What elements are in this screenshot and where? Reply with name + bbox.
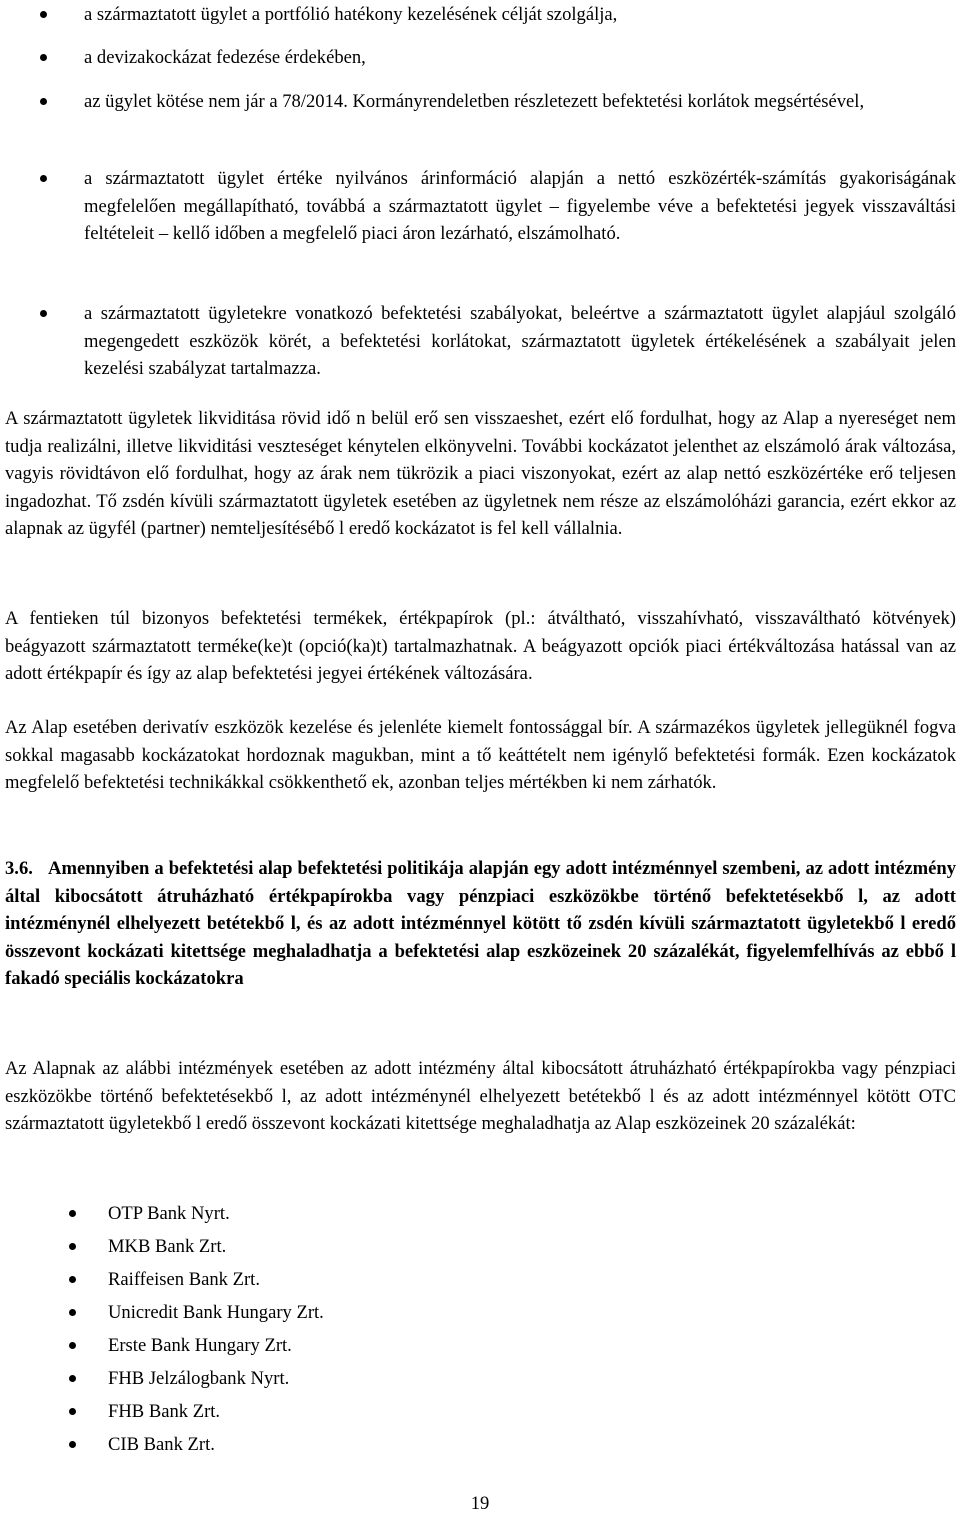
list-item: Unicredit Bank Hungary Zrt. <box>108 1299 508 1327</box>
list-item: FHB Bank Zrt. <box>108 1398 508 1426</box>
list-item: OTP Bank Nyrt. <box>108 1200 508 1228</box>
bullet-icon <box>40 310 47 317</box>
paragraph: Az Alap esetében derivatív eszközök kezelése és jelenléte kiemelt fontossággal bír. A származékos ügyletek jellegüknél fogva sokkal magasabb kockázatokat hordoznak magukban, mint a tő keáttételt nem igénylő befektetési formák. Ezen kockázatok megfelelő befektetési technikákkal csökkenthető ek, azonban teljes mértékben ki nem zárhatók. <box>5 717 956 794</box>
list-item: Erste Bank Hungary Zrt. <box>108 1332 508 1360</box>
paragraph: A származtatott ügyletek likviditása rövid idő n belül erő sen visszaeshet, ezért elő fordulhat, hogy az Alap a nyereséget nem tudja realizálni, illetve likviditási veszteséget kénytelen elkönyvelni. További kockázatot jelenthet az elszámoló árak változása, vagyis rövidtávon elő fordulhat, hogy az árak nem tükrözik a piaci viszonyokat, ezért az alap nettó eszközértéke erő teljesen ingadozhat. Tő zsdén kívüli származtatott ügyletek esetében az ügyletnek nem része az elszámolóházi garancia, ezért ekkor az alapnak az ügyfél (partner) nemteljesítésébő l eredő kockázatot is fel kell vállalnia. <box>5 408 956 540</box>
bullet-icon <box>69 1342 76 1349</box>
paragraph: Az Alapnak az alábbi intézmények esetében az adott intézmény által kibocsátott átruházható értékpapírokba vagy pénzpiaci eszközökbe történő befektetésekbő l, az adott intézménynél elhelyezett betétekbő l és az adott intézménnyel kötött OTC származtatott ügyletekbő l eredő összevont kockázati kitettsége meghaladhatja az Alap eszközeinek 20 százalékát: <box>5 1058 956 1135</box>
bullet-icon <box>69 1210 76 1217</box>
bullet-icon <box>69 1309 76 1316</box>
list-item: CIB Bank Zrt. <box>108 1431 508 1459</box>
list-item: MKB Bank Zrt. <box>108 1233 508 1261</box>
list-item: a devizakockázat fedezése érdekében, <box>84 44 956 72</box>
section-number: 3.6. <box>5 858 33 879</box>
list-item: FHB Jelzálogbank Nyrt. <box>108 1365 508 1393</box>
bullet-icon <box>69 1441 76 1448</box>
section-heading <box>5 855 956 993</box>
bullet-icon <box>40 54 47 61</box>
bullet-icon <box>40 11 47 18</box>
bullet-icon <box>40 175 47 182</box>
list-item: a származtatott ügyletekre vonatkozó befektetési szabályokat, beleértve a származtatott ügylet alapjául szolgáló megengedett eszközök körét, a befektetési korlátokat, származtatott ügyletek értékelésének a szabályait jelen kezelési szabályzat tartalmazza. <box>84 300 956 383</box>
bullet-icon <box>69 1408 76 1415</box>
bullet-icon <box>69 1276 76 1283</box>
list-item: Raiffeisen Bank Zrt. <box>108 1266 508 1294</box>
list-item: a származtatott ügylet a portfólió hatékony kezelésének célját szolgálja, <box>84 1 956 29</box>
page-number: 19 <box>470 1493 490 1514</box>
section-title: Amennyiben a befektetési alap befektetési politikája alapján egy adott intézménnyel szembeni, az adott intézmény által kibocsátott átruházható értékpapírokba vagy pénzpiaci eszközökbe történő befektetésekbő l, az adott intézménynél elhelyezett betétekbő l, és az adott intézménnyel kötött tő zsdén kívüli származtatott ügyletekbő l eredő összevont kockázati kitettsége meghaladhatja a befektetési alap eszközeinek 20 százalékát, figyelemfelhívás az ebbő l fakadó speciális kockázatokra <box>5 858 956 990</box>
list-item: az ügylet kötése nem jár a 78/2014. Kormányrendeletben részletezett befektetési korlátok megsértésével, <box>84 88 956 116</box>
bullet-icon <box>40 98 47 105</box>
bullet-icon <box>69 1243 76 1250</box>
bullet-icon <box>69 1375 76 1382</box>
list-item: a származtatott ügylet értéke nyilvános árinformáció alapján a nettó eszközérték-számítás gyakoriságának megfelelően megállapítható, továbbá a származtatott ügylet – figyelembe véve a befektetési jegyek visszaváltási feltételeit – kellő időben a megfelelő piaci áron lezárható, elszámolható. <box>84 165 956 248</box>
paragraph: A fentieken túl bizonyos befektetési termékek, értékpapírok (pl.: átváltható, visszahívható, visszaváltható kötvények) beágyazott származtatott terméke(ke)t (opció(ka)t) tartalmazhatnak. A beágyazott opciók piaci értékváltozása hatással van az adott értékpapír és így az alap befektetési jegyei értékének változására. <box>5 608 956 685</box>
